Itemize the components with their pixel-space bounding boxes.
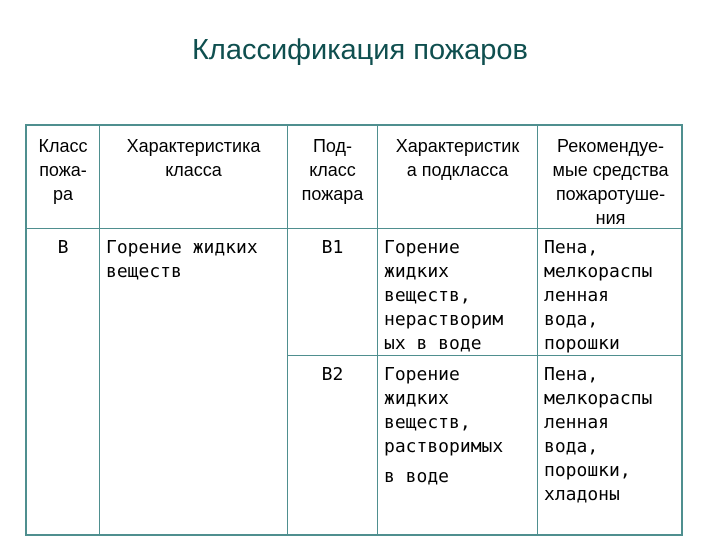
header-fire-class: Класс пожа- ра xyxy=(38,136,88,204)
header-fire-subclass: Под- класс пожара xyxy=(301,136,364,204)
page-title: Классификация пожаров xyxy=(192,34,528,66)
header-subclass-description: Характеристик а подкласса xyxy=(395,136,520,180)
subclass-b2-description-tail: в воде xyxy=(384,466,450,487)
subclass-b2-means: Пена, мелкораспы ленная вода, порошки, хладоны xyxy=(544,364,653,505)
fire-class-description: Горение жидких веществ xyxy=(106,237,258,282)
subclass-b2-description: Горение жидких веществ, растворимых xyxy=(384,364,504,457)
subclass-b1-means: Пена, мелкораспы ленная вода, порошки xyxy=(544,237,653,354)
column-divider xyxy=(377,124,378,536)
column-divider xyxy=(99,124,100,536)
header-extinguishing-means: Рекомендуе- мые средства пожаротуше- ния xyxy=(552,136,669,228)
header-class-description: Характеристика класса xyxy=(126,136,261,180)
fire-class-value: В xyxy=(57,237,69,258)
subclass-b2: В2 xyxy=(321,364,344,385)
subclass-b1-description: Горение жидких веществ, нерастворим ых в воде xyxy=(384,237,504,354)
subclass-b1: В1 xyxy=(321,237,344,258)
